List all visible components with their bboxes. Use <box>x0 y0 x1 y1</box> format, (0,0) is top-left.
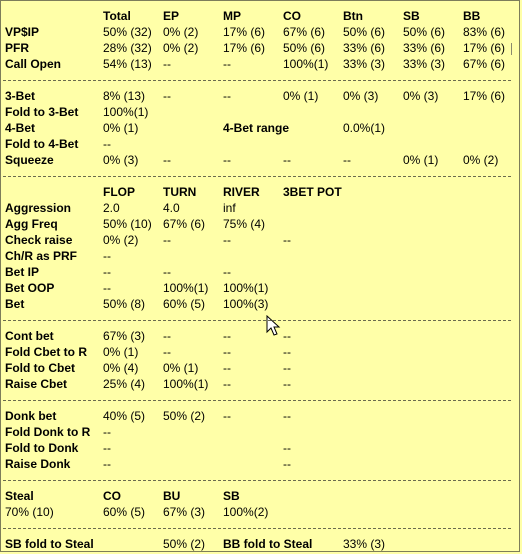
stat-label: 70% (10) <box>5 505 54 519</box>
section-separator <box>3 176 511 177</box>
stat-value: BB fold to Steal <box>223 537 313 551</box>
stat-value: 50% (10) <box>103 217 152 231</box>
section-separator <box>3 80 511 81</box>
stat-value: 33% (3) <box>343 537 386 551</box>
stat-value: 100%(1) <box>163 281 209 295</box>
stat-value: 33% (3) <box>343 57 386 71</box>
stat-value: -- <box>283 409 291 423</box>
stat-label: Steal <box>5 489 34 503</box>
stat-value: 0% (1) <box>103 345 139 359</box>
stat-value: 0% (1) <box>163 361 199 375</box>
stat-row <box>1 505 519 520</box>
stat-value: -- <box>283 153 291 167</box>
stat-label: Bet OOP <box>5 281 55 295</box>
stat-value: Total <box>103 9 131 23</box>
stat-row <box>1 25 519 40</box>
stat-value: Btn <box>343 9 363 23</box>
section-separator <box>3 480 511 481</box>
section-separator <box>3 400 511 401</box>
section-separator <box>3 528 511 529</box>
stat-label: Fold Cbet to R <box>5 345 87 359</box>
stat-label: Fold to 3-Bet <box>5 105 79 119</box>
stat-value: 0% (4) <box>103 361 139 375</box>
stat-value: 0% (2) <box>103 233 139 247</box>
stat-row <box>1 89 519 104</box>
stat-value: -- <box>343 153 351 167</box>
stat-row <box>1 297 519 312</box>
stat-value: 17% (6) <box>223 41 266 55</box>
stat-value: 50% (6) <box>343 25 386 39</box>
stat-value: 0% (3) <box>103 153 139 167</box>
stat-value: -- <box>223 409 231 423</box>
stat-value: -- <box>223 57 231 71</box>
stat-label: 4-Bet <box>5 121 36 135</box>
stat-value: -- <box>103 457 111 471</box>
stat-value: -- <box>103 441 111 455</box>
stat-value: MP <box>223 9 241 23</box>
stat-value: 100%(1) <box>103 105 149 119</box>
stat-row <box>1 457 519 472</box>
stat-value: 33% (3) <box>403 57 446 71</box>
stat-value: 4.0 <box>163 201 180 215</box>
stat-value: -- <box>223 153 231 167</box>
stat-value: -- <box>103 425 111 439</box>
stat-value: EP <box>163 9 180 23</box>
stat-value: 0.0%(1) <box>343 121 386 135</box>
stat-row <box>1 377 519 392</box>
stat-row <box>1 217 519 232</box>
stat-value: -- <box>223 361 231 375</box>
stat-value: FLOP <box>103 185 135 199</box>
stat-value: 2.0 <box>103 201 120 215</box>
stat-value: 0% (1) <box>103 121 139 135</box>
stat-label: Bet IP <box>5 265 40 279</box>
stat-value: BB <box>463 9 481 23</box>
stat-value: -- <box>163 57 171 71</box>
stat-value: 67% (3) <box>163 505 206 519</box>
stat-value: SB <box>223 489 240 503</box>
stat-value: -- <box>283 441 291 455</box>
stat-value: 4-Bet range <box>223 121 290 135</box>
stat-value: 67% (6) <box>283 25 326 39</box>
stat-value: 50% (8) <box>103 297 146 311</box>
stat-value: 0% (3) <box>343 89 379 103</box>
stat-value: 33% (6) <box>343 41 386 55</box>
stat-value: 0% (2) <box>463 153 499 167</box>
stat-row <box>1 105 519 120</box>
stat-value: 100%(1) <box>163 377 209 391</box>
stat-value: -- <box>283 329 291 343</box>
stat-row <box>1 153 519 168</box>
stat-value: -- <box>223 377 231 391</box>
stat-row <box>1 281 519 296</box>
stat-value: 0% (2) <box>163 41 199 55</box>
stat-value: SB <box>403 9 420 23</box>
stat-label: Fold to Cbet <box>5 361 75 375</box>
stat-label: Bet <box>5 297 25 311</box>
stat-row <box>1 409 519 424</box>
stat-label: Raise Cbet <box>5 377 68 391</box>
stat-label: Check raise <box>5 233 73 247</box>
stat-row <box>1 121 519 136</box>
stat-value: 67% (6) <box>463 57 506 71</box>
stat-row <box>1 537 519 552</box>
stat-value: -- <box>223 345 231 359</box>
stat-value: -- <box>283 233 291 247</box>
stat-value: 67% (3) <box>103 329 146 343</box>
stat-value: 0% (3) <box>403 89 439 103</box>
stat-value: 75% (4) <box>223 217 266 231</box>
stat-row <box>1 345 519 360</box>
stat-value: 0% (2) <box>163 25 199 39</box>
stat-value: 0% (1) <box>283 89 319 103</box>
stat-value: TURN <box>163 185 197 199</box>
stat-label: Fold to 4-Bet <box>5 137 79 151</box>
stat-label: 3-Bet <box>5 89 36 103</box>
stat-value: 50% (6) <box>283 41 326 55</box>
stat-value: BU <box>163 489 181 503</box>
section-separator <box>3 320 511 321</box>
stat-value: -- <box>283 345 291 359</box>
stat-value: inf <box>223 201 236 215</box>
stat-value: 67% (6) <box>163 217 206 231</box>
stat-value: -- <box>103 137 111 151</box>
stat-value: 100%(1) <box>283 57 329 71</box>
stat-label: Ch/R as PRF <box>5 249 78 263</box>
stat-row <box>1 361 519 376</box>
stat-value: -- <box>223 233 231 247</box>
stat-value: -- <box>103 265 111 279</box>
stat-value: 3BET POT <box>283 185 342 199</box>
stat-value: -- <box>103 281 111 295</box>
stat-label: Agg Freq <box>5 217 58 231</box>
stat-value: -- <box>163 329 171 343</box>
stat-value: 100%(2) <box>223 505 269 519</box>
stat-value: 60% (5) <box>103 505 146 519</box>
stat-value: 50% (2) <box>163 409 206 423</box>
stat-value: 50% (2) <box>163 537 206 551</box>
stat-row <box>1 249 519 264</box>
stat-value: -- <box>223 89 231 103</box>
stat-value: CO <box>283 9 301 23</box>
stat-label: PFR <box>5 41 29 55</box>
stat-label: Cont bet <box>5 329 54 343</box>
stat-value: RIVER <box>223 185 260 199</box>
stat-value: 25% (4) <box>103 377 146 391</box>
stat-label: Donk bet <box>5 409 57 423</box>
stat-value: -- <box>163 233 171 247</box>
stat-value: -- <box>283 457 291 471</box>
stat-row <box>1 41 519 56</box>
stat-value: 40% (5) <box>103 409 146 423</box>
stat-value: 50% (32) <box>103 25 152 39</box>
stat-row <box>1 185 519 200</box>
stat-value: 54% (13) <box>103 57 152 71</box>
stat-row <box>1 201 519 216</box>
stat-value: -- <box>223 265 231 279</box>
stat-label: VP$IP <box>5 25 40 39</box>
stat-value: 0% (1) <box>403 153 439 167</box>
stat-label: Fold to Donk <box>5 441 79 455</box>
stat-value: -- <box>283 361 291 375</box>
stat-label: Aggression <box>5 201 72 215</box>
stat-value: 50% (6) <box>403 25 446 39</box>
stat-value: 28% (32) <box>103 41 152 55</box>
stat-value: 17% (6) <box>223 25 266 39</box>
stat-row <box>1 57 519 72</box>
stat-value: 60% (5) <box>163 297 206 311</box>
stat-value: -- <box>163 89 171 103</box>
stat-value: -- <box>163 153 171 167</box>
stat-label: Raise Donk <box>5 457 71 471</box>
stat-row <box>1 9 519 24</box>
stat-value: 8% (13) <box>103 89 146 103</box>
stat-value: -- <box>103 249 111 263</box>
stat-value: 100%(1) <box>223 281 269 295</box>
stat-row <box>1 489 519 504</box>
stat-value: 17% (6) <box>463 41 506 55</box>
stat-value: 17% (6) <box>463 89 506 103</box>
stat-row <box>1 233 519 248</box>
stat-label: Fold Donk to R <box>5 425 91 439</box>
stat-value: -- <box>223 329 231 343</box>
stat-value: CO <box>103 489 121 503</box>
stat-row <box>1 329 519 344</box>
stat-label: Squeeze <box>5 153 54 167</box>
stat-row <box>1 137 519 152</box>
stat-label: SB fold to Steal <box>5 537 94 551</box>
stat-row <box>1 265 519 280</box>
stat-value: -- <box>163 345 171 359</box>
stat-value: -- <box>163 265 171 279</box>
stat-value: -- <box>283 377 291 391</box>
stat-value: 100%(3) <box>223 297 269 311</box>
stat-row <box>1 441 519 456</box>
stat-row <box>1 425 519 440</box>
stat-value: 33% (6) <box>403 41 446 55</box>
stat-value: 83% (6) <box>463 25 506 39</box>
stat-label: Call Open <box>5 57 62 71</box>
